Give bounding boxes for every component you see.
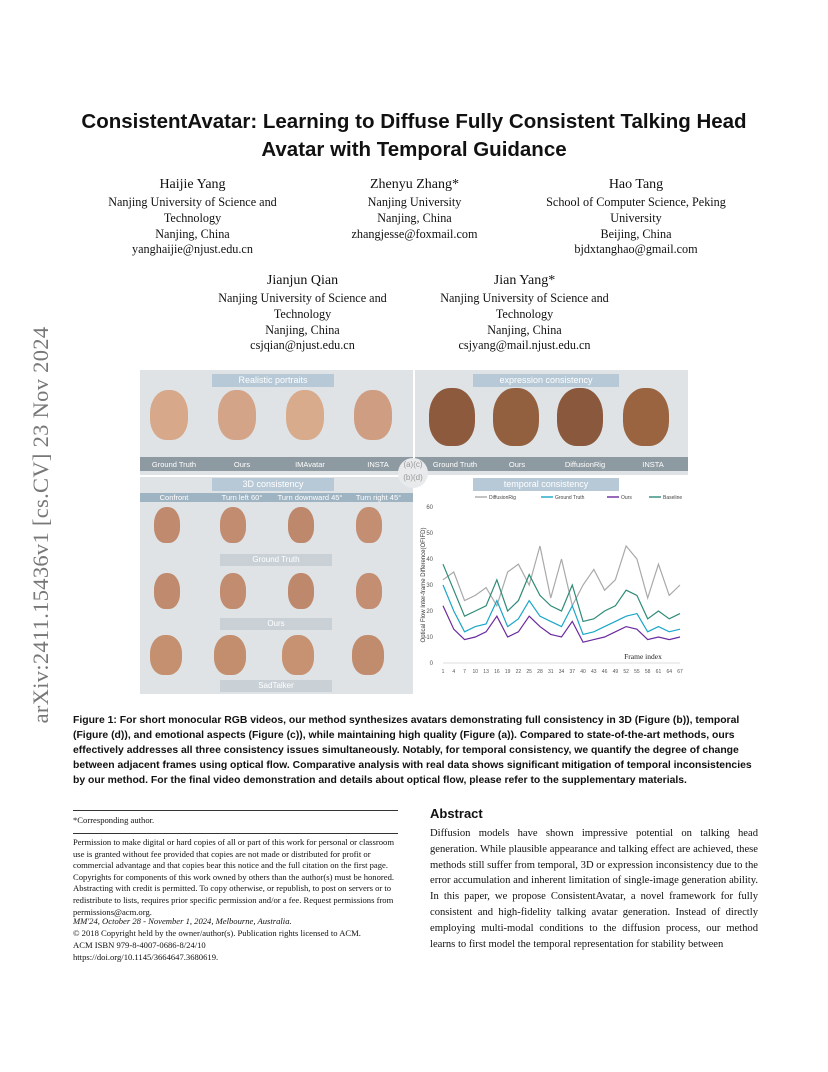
portrait-image xyxy=(623,388,669,446)
author-name: Jianjun Qian xyxy=(266,273,339,288)
pose-label: Turn right 45° xyxy=(344,493,413,502)
x-tick-label: 43 xyxy=(591,669,597,675)
x-tick-label: 61 xyxy=(655,669,662,675)
row-label: SadTalker xyxy=(220,680,332,692)
author-email[interactable]: csjyang@mail.njust.edu.cn xyxy=(458,338,591,353)
method-label: INSTA xyxy=(367,460,389,469)
portrait-image xyxy=(282,635,314,675)
x-tick-label: 7 xyxy=(463,669,466,675)
author-affiliation: Nanjing University of Science and Technology xyxy=(218,291,387,321)
badge-d: (d) xyxy=(413,473,423,482)
portrait-image xyxy=(154,573,180,609)
portrait-image xyxy=(220,507,246,543)
realistic-portraits-panel xyxy=(140,370,413,475)
x-tick-label: 13 xyxy=(483,669,489,675)
footnote-rule xyxy=(73,810,398,811)
method-label: DiffusionRig xyxy=(564,460,606,469)
panel-badge xyxy=(398,458,428,488)
legend-label: Baseline xyxy=(663,495,683,501)
x-tick-label: 1 xyxy=(441,669,445,675)
author-location: Beijing, China xyxy=(600,226,672,241)
row-label: Ground Truth xyxy=(220,554,332,566)
author-email[interactable]: csjqian@njust.edu.cn xyxy=(250,338,355,353)
x-tick-label: 28 xyxy=(537,669,543,675)
corresponding-note: *Corresponding author. xyxy=(73,815,155,825)
portrait-image xyxy=(356,507,382,543)
author-block xyxy=(530,175,742,258)
x-tick-label: 22 xyxy=(515,669,522,675)
author-affiliation: Nanjing University of Science and Technology xyxy=(108,195,277,225)
method-label: Ours xyxy=(508,460,526,469)
author-block xyxy=(312,175,517,242)
permission-rule xyxy=(73,833,398,834)
author-block xyxy=(422,271,627,354)
method-label: Ground Truth xyxy=(432,460,478,469)
y-tick-label: 20 xyxy=(426,609,433,615)
x-tick-label: 25 xyxy=(526,669,532,675)
author-block xyxy=(200,271,405,354)
y-tick-label: 60 xyxy=(426,505,433,511)
permission-text: Permission to make digital or hard copies of all or part of this work for personal or classroom use is granted without fee provided that copies are not made or distributed for profit or commercial advantage and that copies bear this notice and the full citation on the first page. Copyrights for components of this work owned by others than the author(s) must be honored. Abstracting with credit is permitted. To copy otherwise, or republish, to post on servers or to redistribute to lists, requires prior specific permission and/or a fee. Request permissions from permissions@acm.org. xyxy=(73,837,395,917)
isbn-text: ACM ISBN 979-8-4007-0686-8/24/10 xyxy=(73,940,206,950)
portrait-image xyxy=(288,507,314,543)
method-label: Ground Truth xyxy=(151,460,197,469)
portrait-image xyxy=(354,390,392,440)
figure-caption: Figure 1: For short monocular RGB videos, our method synthesizes avatars demonstrating full consistency in 3D (Figure (b)), temporal (Figure (d)), and emotional aspects (Figure (c)), while maintaining high quality (Figure (a)). Compared to state-of-the-art methods, ours effectively addresses all three consistency issues simultaneously. Notably, for temporal consistency, we quantify the degree of change between adjacent frames using optical flow. Comparative analysis with real data shows significant mitigation of temporal inconsistencies by our method. For the final video demonstration and details about optical flow, please refer to the supplementary materials. xyxy=(73,715,752,786)
author-location: Nanjing, China xyxy=(155,226,230,241)
abstract-heading: Abstract xyxy=(430,806,483,821)
legend-label: DiffusionRig xyxy=(489,495,516,501)
series-line-diffusionrig xyxy=(443,546,680,606)
badge-b: (b) xyxy=(403,473,413,482)
x-tick-label: 46 xyxy=(601,669,608,675)
author-email[interactable]: zhangjesse@foxmail.com xyxy=(351,226,478,241)
portrait-image xyxy=(154,507,180,543)
author-name: Hao Tang xyxy=(608,177,664,192)
method-label: IMAvatar xyxy=(295,460,325,469)
author-affiliation: School of Computer Science, Peking University xyxy=(546,195,726,225)
pose-label: Confront xyxy=(140,493,208,502)
x-tick-label: 37 xyxy=(569,669,576,675)
abstract-text: Diffusion models have shown impressive potential on talking head generation. While plausible appearance and talking effect are achieved, these methods still suffer from temporal, 3D or expression inconsistency due to the error accumulation and inherent limitation of single-image generation ability. In this paper, we propose ConsistentAvatar, a novel framework for fully consistent and high-fidelity talking avatar generation. Instead of directly employing multi-modal conditions to the diffusion process, our method learns to first model the temporal representation for stability between xyxy=(430,828,758,950)
expression-panel xyxy=(415,370,688,475)
x-tick-label: 31 xyxy=(547,669,554,675)
optical-flow-chart xyxy=(415,491,688,694)
portrait-image xyxy=(286,390,324,440)
author-location: Nanjing, China xyxy=(377,210,452,225)
temporal-banner: temporal consistency xyxy=(473,478,619,491)
portrait-image xyxy=(429,388,475,446)
doi-link[interactable]: https://doi.org/10.1145/3664647.3680619. xyxy=(73,952,219,962)
portrait-image xyxy=(356,573,382,609)
copyright-text: © 2018 Copyright held by the owner/author(s). Publication rights licensed to ACM. xyxy=(73,928,361,938)
y-tick-label: 50 xyxy=(426,531,433,537)
x-tick-label: 34 xyxy=(558,669,565,675)
realistic-banner: Realistic portraits xyxy=(212,374,334,387)
paper-title: ConsistentAvatar: Learning to Diffuse Fully Consistent Talking Head Avatar with Temporal Guidance xyxy=(81,110,747,161)
pose-label: Turn left 60° xyxy=(208,493,276,502)
teaser-figure xyxy=(140,370,688,694)
x-tick-label: 64 xyxy=(666,669,673,675)
consistency3d-banner: 3D consistency xyxy=(212,478,334,491)
portrait-image xyxy=(218,390,256,440)
expression-banner: expression consistency xyxy=(473,374,619,387)
portrait-image xyxy=(557,388,603,446)
x-tick-label: 49 xyxy=(612,669,619,675)
portrait-image xyxy=(150,635,182,675)
x-tick-label: 10 xyxy=(472,669,479,675)
method-label: INSTA xyxy=(642,460,664,469)
conference-info: MM'24, October 28 - November 1, 2024, Melbourne, Australia. xyxy=(73,916,292,926)
portrait-image xyxy=(352,635,384,675)
author-name: Jian Yang* xyxy=(493,273,556,288)
method-label: Ours xyxy=(233,460,251,469)
author-name: Zhenyu Zhang* xyxy=(369,177,460,192)
author-affiliation: Nanjing University of Science and Technology xyxy=(440,291,609,321)
portrait-image xyxy=(214,635,246,675)
author-email[interactable]: bjdxtanghao@gmail.com xyxy=(574,242,698,257)
x-tick-label: 16 xyxy=(494,669,500,675)
y-tick-label: 30 xyxy=(426,583,433,589)
x-tick-label: 52 xyxy=(623,669,629,675)
author-name: Haijie Yang xyxy=(159,177,226,192)
row-label: Ours xyxy=(220,618,332,630)
y-tick-label: 10 xyxy=(426,635,433,641)
portrait-image xyxy=(220,573,246,609)
portrait-image xyxy=(493,388,539,446)
y-tick-label: 0 xyxy=(429,661,433,667)
author-location: Nanjing, China xyxy=(487,322,562,337)
x-tick-label: 58 xyxy=(644,669,651,675)
pose-label: Turn downward 45° xyxy=(277,493,343,502)
x-tick-label: 4 xyxy=(452,669,456,675)
x-tick-label: 55 xyxy=(634,669,640,675)
x-tick-label: 40 xyxy=(580,669,586,675)
badge-c: (c) xyxy=(413,460,423,469)
portrait-image xyxy=(288,573,314,609)
portrait-image xyxy=(150,390,188,440)
author-affiliation: Nanjing University xyxy=(367,195,462,209)
x-tick-label: 19 xyxy=(504,669,511,675)
author-block xyxy=(90,175,295,258)
y-tick-label: 40 xyxy=(426,557,433,563)
y-axis-label: Optical Flow Inter-frame Difference(OFIFD) xyxy=(421,527,427,643)
badge-a: (a) xyxy=(403,460,414,469)
legend-label: Ours xyxy=(621,495,632,501)
author-location: Nanjing, China xyxy=(265,322,340,337)
legend-label: Ground Truth xyxy=(555,495,585,501)
author-email[interactable]: yanghaijie@njust.edu.cn xyxy=(132,242,253,257)
arxiv-stamp: arXiv:2411.15436v1 [cs.CV] 23 Nov 2024 xyxy=(28,326,53,724)
x-tick-label: 67 xyxy=(677,669,683,675)
consistency-3d-panel xyxy=(140,477,413,694)
x-axis-label: Frame index xyxy=(624,652,662,661)
temporal-panel xyxy=(415,477,688,694)
